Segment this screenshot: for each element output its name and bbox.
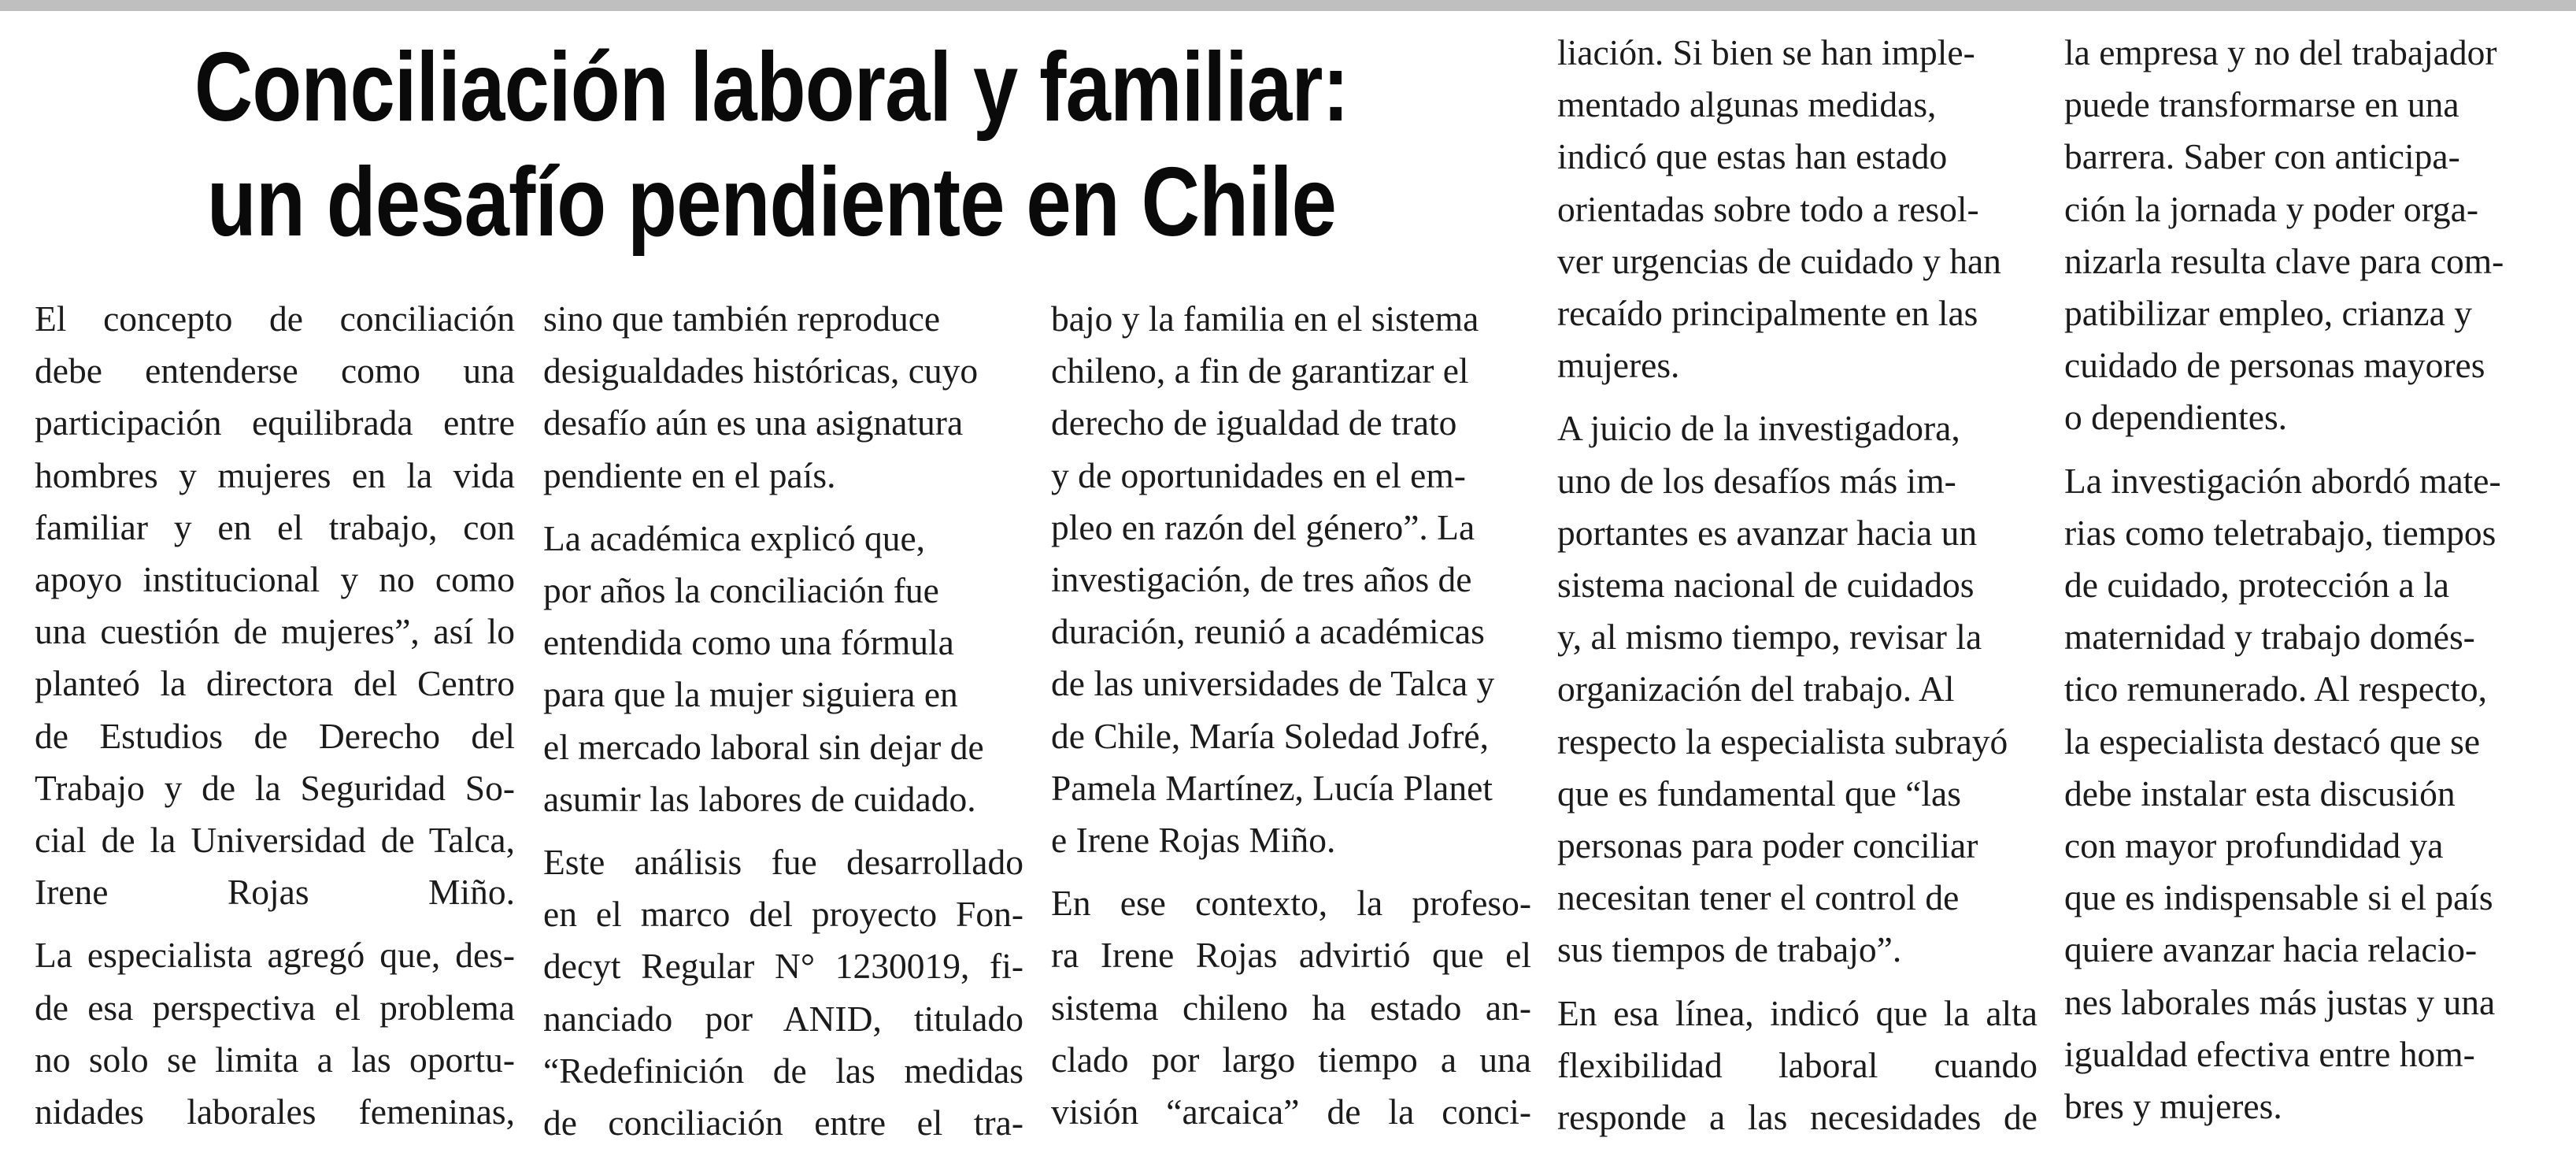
article-column-4 [1557, 27, 2037, 1154]
top-rule [0, 0, 2576, 11]
headline-line-1: Conciliación laboral y familiar: [194, 33, 1349, 142]
paragraph: la empresa y no del trabajador puede transformarse en una barrera. Saber con anticipa- ción la jornada y poder orga- nizarla resulta clave para com- patibilizar empleo, crianza y cuidado de personas mayores o dependientes. [2064, 32, 2504, 438]
paragraph: Este análisis fue desarrollado en el marco del proyecto Fon- decyt Regular N° 1230019, fi- nanciado por ANID, titulado “Redefinición de las medidas de conciliación entre el tra- [543, 842, 1023, 1143]
paragraph: La investigación abordó mate- rias como teletrabajo, tiempos de cuidado, protección a la maternidad y trabajo domés- tico remunerado. Al respecto, la especialista destacó que se debe instalar esta discusión con mayor profundidad ya que es indispensable si el país quiere avanzar hacia relacio- nes laborales más justas y una igualdad efectiva entre hom- bres y mujeres. [2064, 460, 2501, 1127]
paragraph: bajo y la familia en el sistema chileno, a fin de garantizar el derecho de igualdad de trato y de oportunidades en el em- pleo en razón del género”. La investigación, de tres años de duración, reunió a académicas de las universidades de Talca y de Chile, María Soledad Jofré, Pamela Martínez, Lucía Planet e Irene Rojas Miño. [1051, 298, 1495, 861]
paragraph: En ese contexto, la profeso- ra Irene Rojas advirtió que el sistema chileno ha estado an- clado por largo tiempo a una visión “arcaica” de la conci- [1051, 883, 1531, 1132]
article-column-3 [1051, 293, 1531, 1149]
headline-line-2: un desafío pendiente en Chile [206, 148, 1337, 257]
paragraph: La especialista agregó que, des- de esa perspectiva el problema no solo se limita a las oportu- nidades laborales femeninas, [35, 935, 515, 1132]
article-column-1 [35, 293, 515, 1149]
article-column-5 [2064, 27, 2545, 1143]
paragraph: sino que también reproduce desigualdades históricas, cuyo desafío aún es una asignatura pendiente en el país. [543, 298, 979, 495]
article-column-2 [543, 293, 1023, 1160]
paragraph: La académica explicó que, por años la conciliación fue entendida como una fórmula para que la mujer siguiera en el mercado laboral sin dejar de asumir las labores de cuidado. [543, 517, 984, 819]
paragraph: En esa línea, indicó que la alta flexibilidad laboral cuando responde a las necesidades de [1557, 992, 2037, 1138]
paragraph: A juicio de la investigadora, uno de los desafíos más im- portantes es avanzar hacia un sistema nacional de cuidados y, al mismo tiempo, revisar la organización del trabajo. Al respecto la especialista subrayó que es fundamental que “las personas para poder conciliar necesitan tener el control de sus tiempos de trabajo”. [1557, 408, 2008, 970]
paragraph: liación. Si bien se han imple- mentado algunas medidas, indicó que estas han estado orientadas sobre todo a resol- ver urgencias de cuidado y han recaído principalmente en las mujeres. [1557, 32, 2001, 386]
article-headline [157, 30, 1386, 260]
paragraph: El concepto de conciliación debe entenderse como una participación equilibrada entre hombres y mujeres en la vida familiar y en el trabajo, con apoyo institucional y no como una cuestión de mujeres”, así lo planteó la directora del Centro de Estudios de Derecho del Trabajo y de la Seguridad So- cial de la Universidad de Talca, Irene Rojas Miño. [35, 298, 515, 913]
